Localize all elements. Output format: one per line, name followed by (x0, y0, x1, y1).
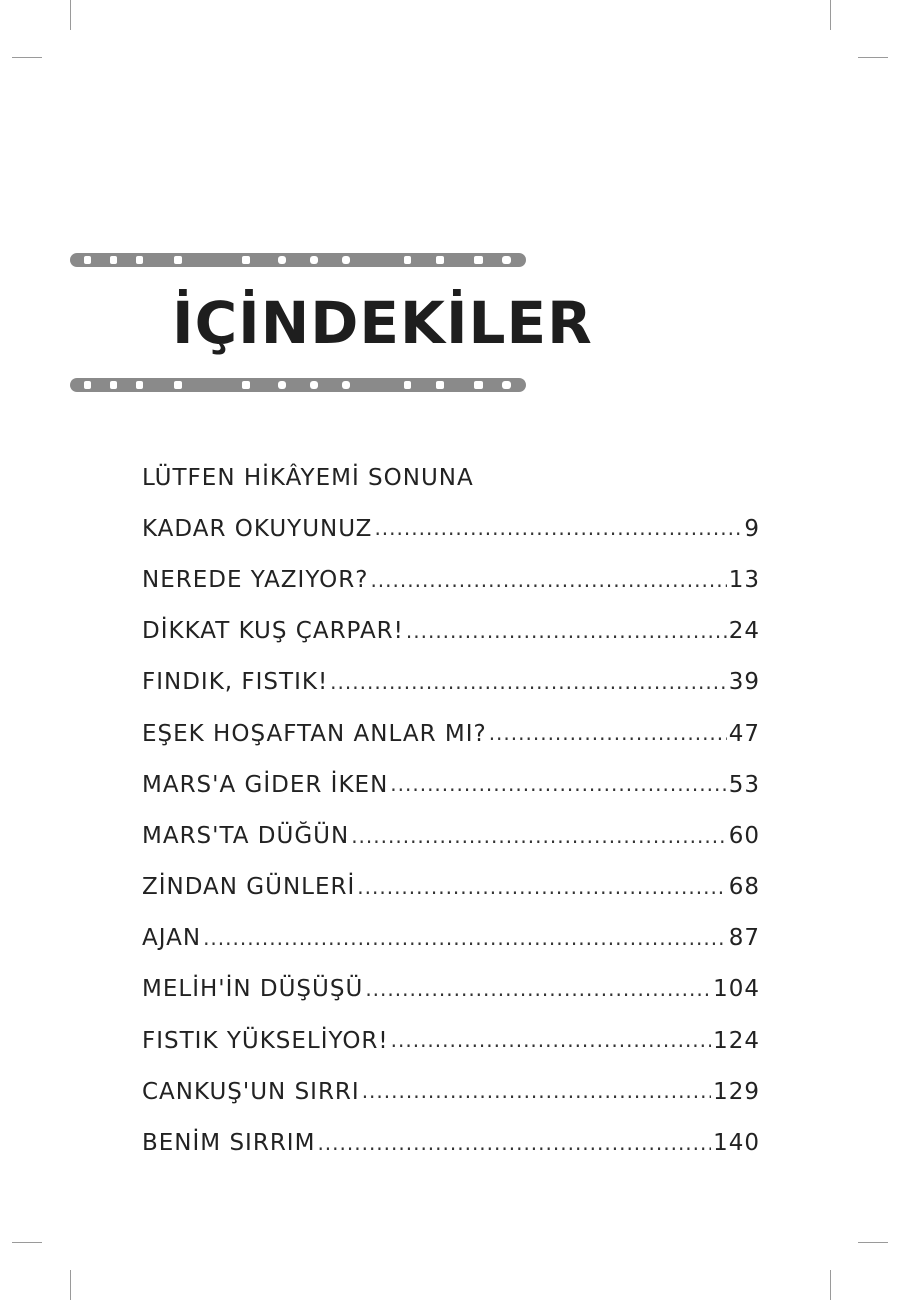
dot-leader (370, 570, 726, 606)
toc-entry-title: ZİNDAN GÜNLERİ (142, 874, 356, 901)
toc-entry-title: FISTIK YÜKSELİYOR! (142, 1027, 389, 1054)
toc-entry (142, 913, 760, 964)
toc-entry-title: LÜTFEN HİKÂYEMİ SONUNA (142, 464, 474, 491)
toc-entry-page: 53 (728, 771, 760, 798)
crop-mark (830, 1270, 831, 1300)
dot-leader (374, 518, 742, 554)
dot-leader (391, 1030, 711, 1066)
crop-mark (858, 57, 888, 58)
crop-mark (858, 1242, 888, 1243)
table-of-contents (142, 452, 760, 1169)
dot-leader (489, 723, 727, 759)
page-title: İÇİNDEKİLER (172, 289, 593, 357)
dot-leader (406, 621, 727, 657)
toc-entry (142, 759, 760, 810)
toc-entry-page: 39 (728, 669, 760, 696)
crop-mark (70, 1270, 71, 1300)
decorative-bar-bottom (70, 377, 526, 393)
toc-entry-title: NEREDE YAZIYOR? (142, 566, 369, 593)
toc-entry (142, 708, 760, 759)
toc-entry-page: 104 (713, 976, 760, 1003)
toc-entry (142, 503, 760, 554)
toc-entry (142, 606, 760, 657)
toc-entry-title: MARS'TA DÜĞÜN (142, 822, 350, 849)
dot-leader (330, 672, 727, 708)
toc-entry-title: FINDIK, FISTIK! (142, 669, 329, 696)
toc-entry-page: 13 (728, 566, 760, 593)
dot-leader (362, 1081, 711, 1117)
toc-entry (142, 1066, 760, 1117)
toc-entry (142, 1015, 760, 1066)
toc-entry-title: DİKKAT KUŞ ÇARPAR! (142, 618, 404, 645)
toc-entry-page: 24 (728, 618, 760, 645)
crop-mark (12, 57, 42, 58)
decorative-bar-top (70, 252, 526, 268)
crop-mark (830, 0, 831, 30)
toc-entry-title: KADAR OKUYUNUZ (142, 515, 373, 542)
toc-entry-title: MELİH'İN DÜŞÜŞÜ (142, 976, 364, 1003)
toc-entry-title: AJAN (142, 925, 202, 952)
toc-entry-page: 140 (713, 1130, 760, 1157)
toc-entry (142, 964, 760, 1015)
toc-entry-title: EŞEK HOŞAFTAN ANLAR MI? (142, 720, 487, 747)
dot-leader (357, 877, 726, 913)
toc-entry (142, 657, 760, 708)
toc-entry-title: CANKUŞ'UN SIRRI (142, 1078, 360, 1105)
toc-entry (142, 554, 760, 605)
toc-entry (142, 810, 760, 861)
toc-entry-page: 47 (728, 720, 760, 747)
dot-leader (203, 928, 727, 964)
dot-leader (317, 1133, 711, 1169)
toc-entry (142, 862, 760, 913)
dot-leader (365, 979, 711, 1015)
toc-entry-page: 9 (744, 515, 760, 542)
toc-entry-page: 60 (728, 822, 760, 849)
toc-entry-title: BENİM SIRRIM (142, 1130, 316, 1157)
dot-leader (351, 826, 727, 862)
toc-entry-page: 87 (728, 925, 760, 952)
crop-mark (12, 1242, 42, 1243)
toc-entry (142, 1117, 760, 1168)
toc-entry-page: 68 (728, 874, 760, 901)
crop-mark (70, 0, 71, 30)
toc-entry-title: MARS'A GİDER İKEN (142, 771, 389, 798)
toc-entry-page: 124 (713, 1027, 760, 1054)
dot-leader (390, 774, 726, 810)
toc-entry-page: 129 (713, 1078, 760, 1105)
toc-entry-heading-line (142, 452, 760, 503)
